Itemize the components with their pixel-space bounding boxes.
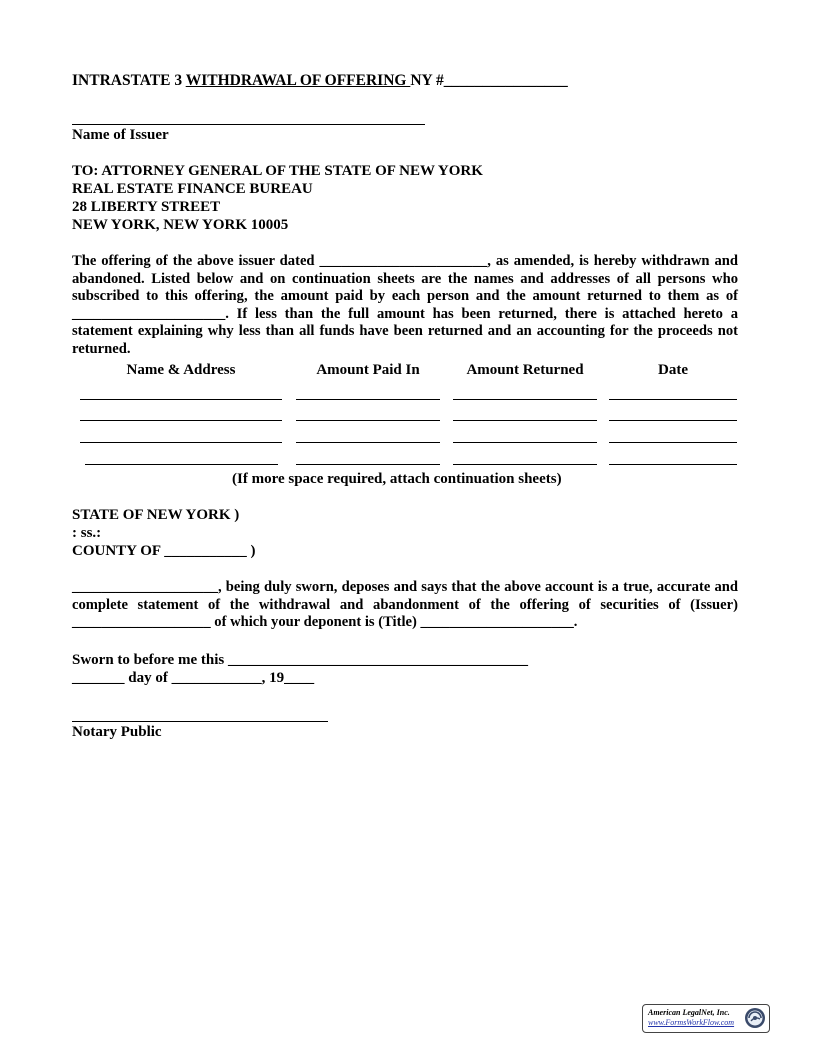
- sworn-line: Sworn to before me this ________________________________________: [72, 652, 528, 668]
- name-address-blank[interactable]: [80, 420, 282, 421]
- sworn-date-line: _______ day of ____________, 19____: [72, 670, 315, 686]
- name-address-blank[interactable]: [80, 442, 282, 443]
- amount-paid-blank[interactable]: [296, 442, 440, 443]
- issuer-label: Name of Issuer: [72, 127, 169, 143]
- address-line: NEW YORK, NEW YORK 10005: [72, 217, 289, 233]
- name-address-blank[interactable]: [85, 464, 278, 465]
- amount-returned-blank[interactable]: [453, 399, 597, 400]
- amount-returned-blank[interactable]: [453, 442, 597, 443]
- amount-returned-blank[interactable]: [453, 420, 597, 421]
- venue-ss: : ss.:: [72, 525, 102, 541]
- continuation-note: (If more space required, attach continuation sheets): [232, 471, 562, 487]
- amount-returned-blank[interactable]: [453, 464, 597, 465]
- amount-paid-blank[interactable]: [296, 420, 440, 421]
- date-blank[interactable]: [609, 442, 737, 443]
- column-header-name-address: Name & Address: [126, 362, 236, 378]
- footer-logo[interactable]: [642, 1004, 770, 1033]
- issuer-blank-line[interactable]: [72, 124, 425, 125]
- globe-seal-icon: [744, 1007, 766, 1029]
- date-blank[interactable]: [609, 464, 737, 465]
- amount-paid-blank[interactable]: [296, 464, 440, 465]
- column-header-amount-paid: Amount Paid In: [316, 362, 420, 378]
- amount-paid-blank[interactable]: [296, 399, 440, 400]
- column-header-amount-returned: Amount Returned: [466, 362, 584, 378]
- notary-signature-line[interactable]: [72, 721, 328, 722]
- venue-county: COUNTY OF ___________ ): [72, 543, 256, 559]
- venue-state: STATE OF NEW YORK ): [72, 507, 240, 523]
- title-underlined: WITHDRAWAL OF OFFERING: [185, 72, 411, 89]
- date-blank[interactable]: [609, 420, 737, 421]
- title-suffix: NY #________________: [410, 72, 568, 89]
- form-title: [72, 72, 568, 90]
- logo-url[interactable]: www.FormsWorkFlow.com: [648, 1018, 735, 1027]
- address-line: REAL ESTATE FINANCE BUREAU: [72, 181, 313, 197]
- address-line: TO: ATTORNEY GENERAL OF THE STATE OF NEW YORK: [72, 163, 483, 179]
- column-header-date: Date: [658, 362, 688, 378]
- oath-paragraph: ____________________, being duly sworn, deposes and says that the above account is a true, accurate and complete statement of the withdrawal and abandonment of the offering of securities of (Issuer) ___________________ of which your deponent is (Title) _____________________.: [72, 579, 738, 631]
- name-address-blank[interactable]: [80, 399, 282, 400]
- logo-company-name: American LegalNet, Inc.: [648, 1008, 730, 1017]
- date-blank[interactable]: [609, 399, 737, 400]
- address-line: 28 LIBERTY STREET: [72, 199, 221, 215]
- title-prefix: INTRASTATE 3: [72, 72, 186, 89]
- body-paragraph: The offering of the above issuer dated _______________________, as amended, is hereby withdrawn and abandoned. Listed below and on continuation sheets are the names and addresses of all persons who subscribed to this offering, the amount paid by each person and the amount returned to them as of _____________________. If less than the full amount has been returned, there is attached hereto a statement explaining why less than all funds have been returned and an accounting for the proceeds not returned.: [72, 253, 738, 357]
- notary-label: Notary Public: [72, 724, 162, 740]
